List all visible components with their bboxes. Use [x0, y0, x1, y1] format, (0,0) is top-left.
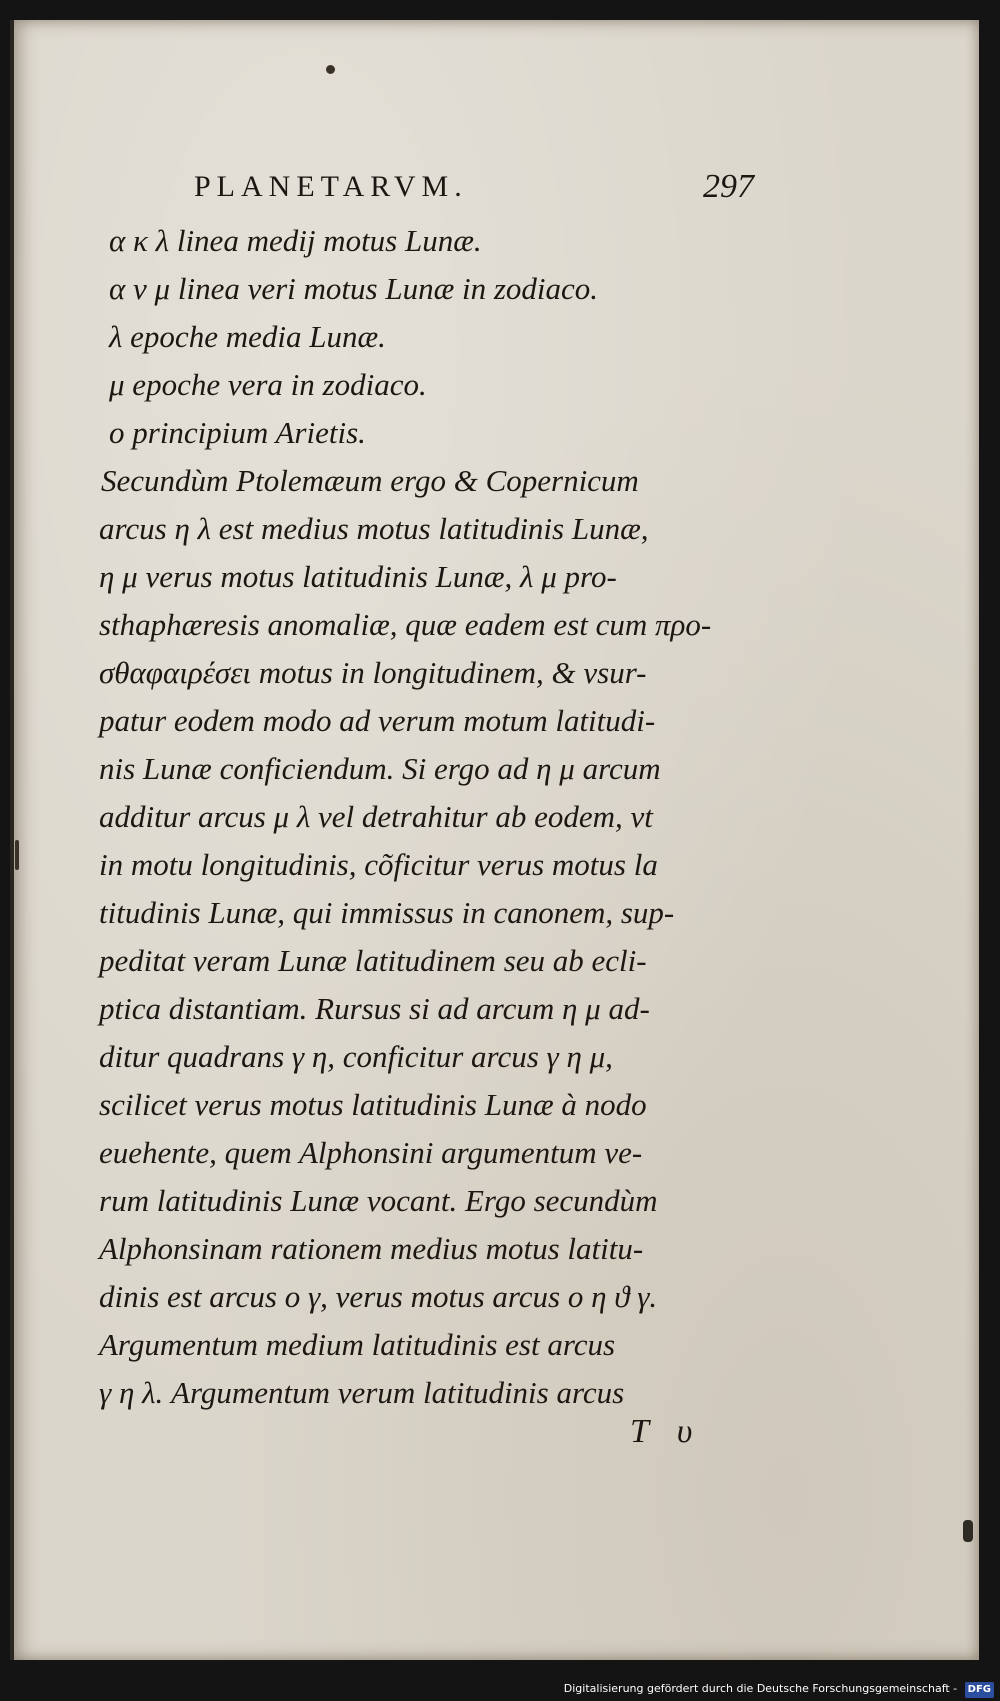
text-line: dinis est arcus o γ, verus motus arcus o η ϑ γ. — [99, 1279, 658, 1314]
credit-text: Digitalisierung gefördert durch die Deutsche Forschungsgemeinschaft - — [563, 1682, 958, 1695]
text-line: titudinis Lunæ, qui immissus in canonem, sup- — [99, 895, 675, 930]
text-line: Argumentum medium latitudinis est arcus — [99, 1327, 616, 1362]
text-line: euehente, quem Alphonsini argumentum ve- — [99, 1135, 643, 1170]
text-line: scilicet verus motus latitudinis Lunæ à nodo — [99, 1087, 647, 1122]
text-line: peditat veram Lunæ latitudinem seu ab ecli- — [99, 943, 647, 978]
page-edge-mark — [963, 1520, 973, 1542]
text-line: ditur quadrans γ η, conficitur arcus γ η μ, — [99, 1039, 613, 1074]
running-title: PLANETARVM. — [194, 170, 468, 203]
text-line: in motu longitudinis, cõficitur verus motus la — [99, 847, 658, 882]
text-line: α κ λ linea medij motus Lunæ. — [109, 223, 482, 258]
text-line: o principium Arietis. — [109, 415, 366, 450]
text-line: patur eodem modo ad verum motum latitudi- — [99, 703, 656, 738]
text-line: nis Lunæ conficiendum. Si ergo ad η μ arcum — [99, 751, 661, 786]
text-line: rum latitudinis Lunæ vocant. Ergo secundùm — [99, 1183, 658, 1218]
text-line: Secundùm Ptolemæum ergo & Copernicum — [101, 463, 639, 498]
text-line: Alphonsinam rationem medius motus latitu- — [99, 1231, 644, 1266]
page-number: 297 — [703, 168, 754, 205]
text-line: μ epoche vera in zodiaco. — [109, 367, 427, 402]
book-page — [10, 20, 979, 1660]
ink-speck — [15, 840, 19, 870]
catchword: T υ — [630, 1413, 703, 1450]
text-line: arcus η λ est medius motus latitudinis Lunæ, — [99, 511, 649, 546]
text-line: γ η λ. Argumentum verum latitudinis arcus — [99, 1375, 625, 1410]
text-line: σθαφαιρέσει motus in longitudinem, & vsur- — [99, 655, 647, 690]
page-header — [194, 170, 754, 212]
text-line: η μ verus motus latitudinis Lunæ, λ μ pro- — [99, 559, 617, 594]
text-line: additur arcus μ λ vel detrahitur ab eodem, vt — [99, 799, 653, 834]
text-line: sthaphæresis anomaliæ, quæ eadem est cum προ- — [99, 607, 712, 642]
text-line: ptica distantiam. Rursus si ad arcum η μ ad- — [99, 991, 650, 1026]
digitization-credit — [0, 1681, 994, 1697]
text-line: λ epoche media Lunæ. — [109, 319, 386, 354]
text-block — [99, 217, 749, 1417]
dfg-logo: DFG — [965, 1682, 994, 1698]
text-line: α ν μ linea veri motus Lunæ in zodiaco. — [109, 271, 599, 306]
ink-speck — [326, 65, 335, 74]
